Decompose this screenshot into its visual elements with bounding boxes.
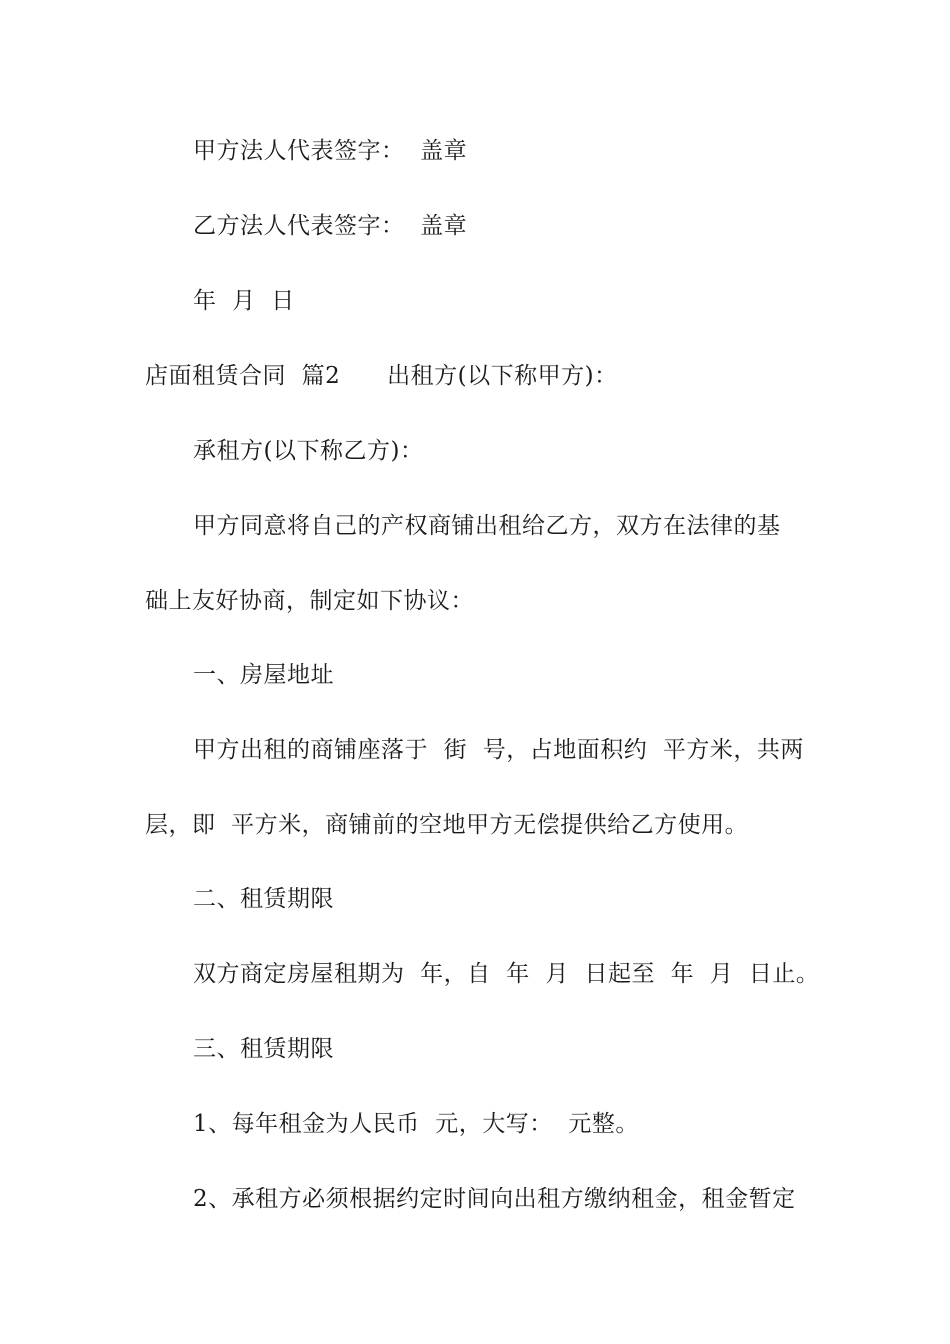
lessee-line: 承租方(以下称乙方)：: [193, 438, 424, 464]
paragraph-address-line-2: 层，即 平方米，商铺前的空地甲方无偿提供给乙方使用。: [145, 812, 749, 838]
contract-title-line: 店面租赁合同 篇2 出租方(以下称甲方)：: [145, 363, 618, 389]
paragraph-intro-line-1: 甲方同意将自己的产权商铺出租给乙方，双方在法律的基: [193, 513, 781, 539]
signature-line-party-a: 甲方法人代表签字： 盖章: [193, 138, 468, 164]
clause-rent-payment: 2、承租方必须根据约定时间向出租方缴纳租金，租金暂定: [193, 1186, 796, 1212]
clause-rent-amount: 1、每年租金为人民币 元，大写： 元整。: [193, 1111, 639, 1137]
section-heading-address: 一、房屋地址: [193, 662, 334, 688]
date-line: 年 月 日: [193, 288, 295, 314]
paragraph-intro-line-2: 础上友好协商，制定如下协议：: [145, 588, 474, 614]
paragraph-address-line-1: 甲方出租的商铺座落于 街 号，占地面积约 平方米，共两: [193, 737, 804, 763]
paragraph-term: 双方商定房屋租期为 年，自 年 月 日起至 年 月 日止。: [193, 961, 820, 987]
signature-line-party-b: 乙方法人代表签字： 盖章: [193, 213, 468, 239]
section-heading-term: 二、租赁期限: [193, 886, 334, 912]
section-heading-term-2: 三、租赁期限: [193, 1036, 334, 1062]
